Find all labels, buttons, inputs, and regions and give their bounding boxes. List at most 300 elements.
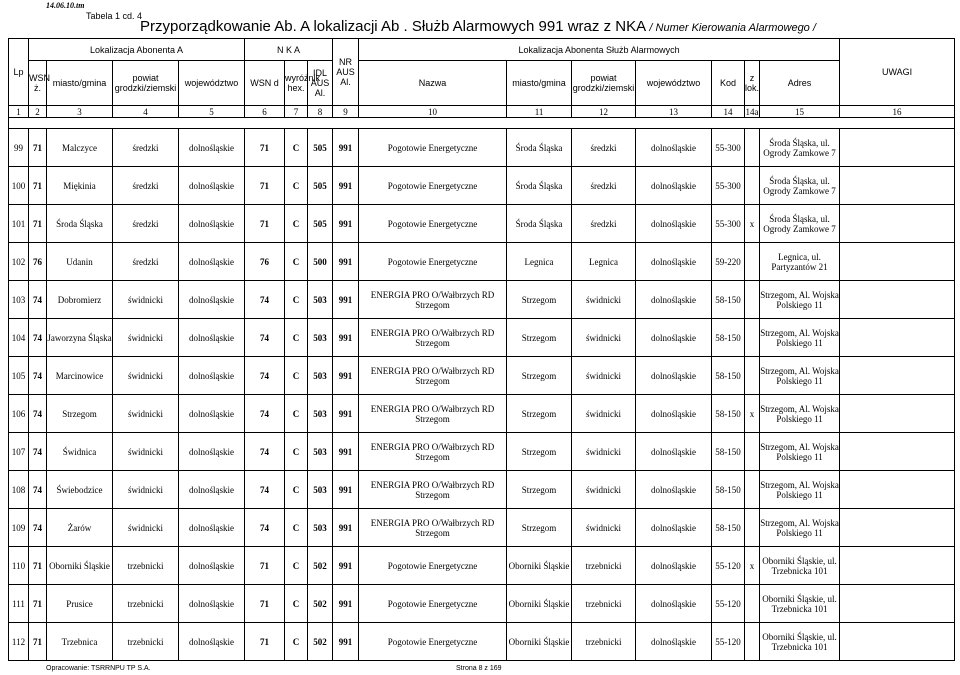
cell-nr: 991	[333, 471, 359, 509]
cell-idl: 505	[308, 167, 333, 205]
cell-zlok	[745, 623, 760, 661]
cell-adres: Środa Śląska, ul. Ogrody Zamkowe 7	[760, 167, 840, 205]
cell-nr: 991	[333, 243, 359, 281]
column-number: 10	[359, 106, 507, 118]
cell-hex: C	[285, 509, 308, 547]
cell-powiat-sa: średzki	[572, 129, 636, 167]
cell-idl: 502	[308, 585, 333, 623]
header-miasto-sa: miasto/gmina	[507, 61, 572, 106]
cell-wsn-d: 71	[245, 623, 285, 661]
header-zlok: z lok.	[745, 61, 760, 106]
cell-powiat-sa: Legnica	[572, 243, 636, 281]
cell-nazwa: ENERGIA PRO O/Wałbrzych RD Strzegom	[359, 319, 507, 357]
cell-wojewodztwo-sa: dolnośląskie	[636, 623, 712, 661]
cell-powiat: świdnicki	[113, 395, 179, 433]
cell-wsn-d: 76	[245, 243, 285, 281]
cell-miasto-sa: Strzegom	[507, 319, 572, 357]
column-number: 12	[572, 106, 636, 118]
cell-wsn: 71	[29, 623, 47, 661]
cell-miasto: Trzebnica	[47, 623, 113, 661]
cell-lp: 100	[9, 167, 29, 205]
cell-nazwa: Pogotowie Energetyczne	[359, 129, 507, 167]
cell-wsn-d: 71	[245, 167, 285, 205]
cell-wojewodztwo: dolnośląskie	[179, 547, 245, 585]
cell-nazwa: Pogotowie Energetyczne	[359, 623, 507, 661]
cell-hex: C	[285, 471, 308, 509]
cell-idl: 502	[308, 547, 333, 585]
cell-kod: 55-300	[712, 205, 745, 243]
cell-nazwa: Pogotowie Energetyczne	[359, 585, 507, 623]
header-idl: IDL AUS Al.	[308, 61, 333, 106]
column-number: 15	[760, 106, 840, 118]
document-date: 14.06.10.tm	[46, 1, 85, 10]
sub-header-row	[9, 61, 955, 106]
cell-zlok: x	[745, 547, 760, 585]
cell-powiat: średzki	[113, 243, 179, 281]
cell-miasto-sa: Środa Śląska	[507, 129, 572, 167]
column-number: 8	[308, 106, 333, 118]
cell-miasto-sa: Środa Śląska	[507, 205, 572, 243]
cell-lp: 107	[9, 433, 29, 471]
cell-wsn-d: 74	[245, 395, 285, 433]
cell-idl: 503	[308, 509, 333, 547]
cell-powiat-sa: świdnicki	[572, 319, 636, 357]
cell-kod: 55-120	[712, 585, 745, 623]
cell-miasto-sa: Środa Śląska	[507, 167, 572, 205]
header-wsn-d: WSN d	[245, 61, 285, 106]
cell-wojewodztwo-sa: dolnośląskie	[636, 509, 712, 547]
cell-powiat-sa: trzebnicki	[572, 623, 636, 661]
cell-lp: 110	[9, 547, 29, 585]
table-row	[9, 129, 955, 167]
column-number-row	[9, 106, 955, 118]
cell-nr: 991	[333, 585, 359, 623]
cell-kod: 59-220	[712, 243, 745, 281]
cell-powiat-sa: świdnicki	[572, 395, 636, 433]
cell-lp: 99	[9, 129, 29, 167]
cell-nr: 991	[333, 205, 359, 243]
cell-zlok	[745, 129, 760, 167]
cell-lp: 101	[9, 205, 29, 243]
cell-adres: Strzegom, Al. Wojska Polskiego 11	[760, 471, 840, 509]
cell-lp: 102	[9, 243, 29, 281]
table-row	[9, 509, 955, 547]
table-row	[9, 319, 955, 357]
cell-adres: Środa Śląska, ul. Ogrody Zamkowe 7	[760, 205, 840, 243]
table-row	[9, 395, 955, 433]
cell-kod: 55-120	[712, 623, 745, 661]
cell-hex: C	[285, 433, 308, 471]
cell-adres: Strzegom, Al. Wojska Polskiego 11	[760, 357, 840, 395]
cell-miasto-sa: Strzegom	[507, 433, 572, 471]
column-number: 1	[9, 106, 29, 118]
cell-wojewodztwo: dolnośląskie	[179, 585, 245, 623]
cell-adres: Strzegom, Al. Wojska Polskiego 11	[760, 281, 840, 319]
header-woj-a: województwo	[179, 61, 245, 106]
cell-uwagi	[840, 243, 955, 281]
cell-miasto-sa: Legnica	[507, 243, 572, 281]
cell-powiat: świdnicki	[113, 357, 179, 395]
cell-adres: Środa Śląska, ul. Ogrody Zamkowe 7	[760, 129, 840, 167]
column-number: 6	[245, 106, 285, 118]
cell-kod: 55-300	[712, 129, 745, 167]
title-text: Przyporządkowanie Ab. A lokalizacji Ab . Służb Alarmowych 991 wraz z NKA	[140, 18, 646, 35]
cell-wojewodztwo-sa: dolnośląskie	[636, 357, 712, 395]
page-title	[140, 18, 816, 35]
cell-wojewodztwo-sa: dolnośląskie	[636, 205, 712, 243]
cell-kod: 55-120	[712, 547, 745, 585]
cell-powiat-sa: trzebnicki	[572, 547, 636, 585]
cell-nazwa: ENERGIA PRO O/Wałbrzych RD Strzegom	[359, 281, 507, 319]
cell-adres: Strzegom, Al. Wojska Polskiego 11	[760, 433, 840, 471]
cell-zlok	[745, 167, 760, 205]
cell-lp: 106	[9, 395, 29, 433]
cell-nazwa: Pogotowie Energetyczne	[359, 243, 507, 281]
table-row	[9, 623, 955, 661]
cell-wojewodztwo: dolnośląskie	[179, 433, 245, 471]
cell-zlok	[745, 509, 760, 547]
header-lp: Lp	[9, 39, 29, 106]
cell-kod: 55-300	[712, 167, 745, 205]
cell-zlok	[745, 281, 760, 319]
cell-idl: 502	[308, 623, 333, 661]
cell-wsn: 74	[29, 433, 47, 471]
cell-kod: 58-150	[712, 319, 745, 357]
cell-idl: 503	[308, 319, 333, 357]
header-nka: N K A	[245, 39, 333, 61]
table-body	[9, 39, 955, 661]
header-nr-aus: NR AUS Al.	[333, 39, 359, 106]
cell-miasto: Świdnica	[47, 433, 113, 471]
cell-zlok	[745, 243, 760, 281]
cell-nazwa: Pogotowie Energetyczne	[359, 205, 507, 243]
table-row	[9, 281, 955, 319]
cell-powiat: trzebnicki	[113, 623, 179, 661]
cell-miasto: Jaworzyna Śląska	[47, 319, 113, 357]
header-wyroznik: wyróżnik hex.	[285, 61, 308, 106]
cell-wsn: 74	[29, 281, 47, 319]
cell-powiat: trzebnicki	[113, 547, 179, 585]
cell-wojewodztwo-sa: dolnośląskie	[636, 129, 712, 167]
cell-zlok	[745, 319, 760, 357]
cell-nazwa: Pogotowie Energetyczne	[359, 167, 507, 205]
cell-idl: 503	[308, 357, 333, 395]
cell-uwagi	[840, 547, 955, 585]
cell-nr: 991	[333, 433, 359, 471]
cell-wsn-d: 71	[245, 585, 285, 623]
cell-miasto: Udanin	[47, 243, 113, 281]
cell-lp: 108	[9, 471, 29, 509]
cell-nazwa: Pogotowie Energetyczne	[359, 547, 507, 585]
header-woj-sa: województwo	[636, 61, 712, 106]
cell-wojewodztwo: dolnośląskie	[179, 471, 245, 509]
cell-miasto: Miękinia	[47, 167, 113, 205]
cell-powiat: średzki	[113, 129, 179, 167]
cell-uwagi	[840, 509, 955, 547]
column-number: 14a	[745, 106, 759, 117]
cell-nazwa: ENERGIA PRO O/Wałbrzych RD Strzegom	[359, 357, 507, 395]
cell-hex: C	[285, 167, 308, 205]
header-abonent-sa: Lokalizacja Abonenta Służb Alarmowych	[359, 39, 840, 61]
cell-miasto: Świebodzice	[47, 471, 113, 509]
cell-wsn-d: 71	[245, 547, 285, 585]
cell-wojewodztwo: dolnośląskie	[179, 509, 245, 547]
header-miasto-a: miasto/gmina	[47, 61, 113, 106]
cell-nr: 991	[333, 509, 359, 547]
cell-adres: Oborniki Śląskie, ul. Trzebnicka 101	[760, 585, 840, 623]
cell-miasto-sa: Strzegom	[507, 395, 572, 433]
column-number: 16	[840, 106, 955, 118]
cell-powiat-sa: średzki	[572, 205, 636, 243]
cell-miasto-sa: Strzegom	[507, 509, 572, 547]
cell-hex: C	[285, 585, 308, 623]
cell-nr: 991	[333, 357, 359, 395]
cell-wsn: 71	[29, 585, 47, 623]
cell-hex: C	[285, 547, 308, 585]
cell-wsn: 71	[29, 205, 47, 243]
cell-miasto: Strzegom	[47, 395, 113, 433]
cell-adres: Strzegom, Al. Wojska Polskiego 11	[760, 319, 840, 357]
cell-uwagi	[840, 395, 955, 433]
cell-hex: C	[285, 319, 308, 357]
cell-lp: 104	[9, 319, 29, 357]
cell-kod: 58-150	[712, 281, 745, 319]
cell-wsn-d: 74	[245, 281, 285, 319]
column-number: 13	[636, 106, 712, 118]
cell-wsn-d: 74	[245, 509, 285, 547]
column-number: 4	[113, 106, 179, 118]
cell-wojewodztwo: dolnośląskie	[179, 357, 245, 395]
cell-adres: Legnica, ul. Partyzantów 21	[760, 243, 840, 281]
cell-kod: 58-150	[712, 395, 745, 433]
footer-page-number: Strona 8 z 169	[456, 665, 502, 672]
table-row	[9, 433, 955, 471]
header-nazwa: Nazwa	[359, 61, 507, 106]
cell-hex: C	[285, 623, 308, 661]
cell-wojewodztwo-sa: dolnośląskie	[636, 319, 712, 357]
cell-powiat: świdnicki	[113, 471, 179, 509]
cell-lp: 105	[9, 357, 29, 395]
cell-kod: 58-150	[712, 509, 745, 547]
cell-idl: 503	[308, 281, 333, 319]
cell-idl: 500	[308, 243, 333, 281]
cell-hex: C	[285, 205, 308, 243]
cell-wojewodztwo-sa: dolnośląskie	[636, 585, 712, 623]
cell-miasto-sa: Oborniki Śląskie	[507, 623, 572, 661]
cell-adres: Oborniki Śląskie, ul. Trzebnicka 101	[760, 623, 840, 661]
cell-wsn: 76	[29, 243, 47, 281]
cell-idl: 505	[308, 205, 333, 243]
cell-idl: 503	[308, 471, 333, 509]
cell-nazwa: ENERGIA PRO O/Wałbrzych RD Strzegom	[359, 509, 507, 547]
cell-hex: C	[285, 281, 308, 319]
cell-kod: 58-150	[712, 471, 745, 509]
cell-wojewodztwo-sa: dolnośląskie	[636, 281, 712, 319]
cell-powiat-sa: świdnicki	[572, 357, 636, 395]
cell-miasto-sa: Strzegom	[507, 357, 572, 395]
cell-wojewodztwo: dolnośląskie	[179, 129, 245, 167]
table-row	[9, 243, 955, 281]
cell-nr: 991	[333, 281, 359, 319]
column-number: 11	[507, 106, 572, 118]
cell-lp: 112	[9, 623, 29, 661]
cell-wojewodztwo: dolnośląskie	[179, 243, 245, 281]
cell-wsn-d: 74	[245, 319, 285, 357]
cell-miasto: Środa Śląska	[47, 205, 113, 243]
table-row	[9, 547, 955, 585]
cell-zlok	[745, 585, 760, 623]
spacer-cell	[9, 118, 955, 129]
cell-zlok: x	[745, 395, 760, 433]
table-row	[9, 205, 955, 243]
cell-adres: Strzegom, Al. Wojska Polskiego 11	[760, 395, 840, 433]
cell-uwagi	[840, 167, 955, 205]
cell-kod: 58-150	[712, 433, 745, 471]
cell-nazwa: ENERGIA PRO O/Wałbrzych RD Strzegom	[359, 433, 507, 471]
cell-miasto: Żarów	[47, 509, 113, 547]
cell-powiat: średzki	[113, 167, 179, 205]
cell-zlok	[745, 357, 760, 395]
cell-wsn: 74	[29, 357, 47, 395]
cell-wojewodztwo: dolnośląskie	[179, 623, 245, 661]
cell-wsn-d: 74	[245, 357, 285, 395]
cell-lp: 111	[9, 585, 29, 623]
cell-uwagi	[840, 129, 955, 167]
cell-miasto-sa: Strzegom	[507, 281, 572, 319]
cell-nr: 991	[333, 395, 359, 433]
header-wsn-z: WSN ż.	[29, 61, 47, 106]
cell-wojewodztwo-sa: dolnośląskie	[636, 433, 712, 471]
cell-uwagi	[840, 433, 955, 471]
header-abonent-a: Lokalizacja Abonenta A	[29, 39, 245, 61]
cell-uwagi	[840, 319, 955, 357]
cell-hex: C	[285, 357, 308, 395]
cell-powiat-sa: trzebnicki	[572, 585, 636, 623]
footer-prepared-by: Opracowanie: TSRRNPU TP S.A.	[46, 665, 151, 672]
cell-powiat: świdnicki	[113, 319, 179, 357]
title-subtitle: / Numer Kierowania Alarmowego /	[649, 22, 816, 34]
cell-miasto-sa: Oborniki Śląskie	[507, 585, 572, 623]
spacer-row	[9, 118, 955, 129]
cell-nr: 991	[333, 319, 359, 357]
cell-miasto: Oborniki Śląskie	[47, 547, 113, 585]
cell-wojewodztwo: dolnośląskie	[179, 395, 245, 433]
cell-powiat-sa: świdnicki	[572, 433, 636, 471]
cell-miasto: Dobromierz	[47, 281, 113, 319]
cell-wsn: 71	[29, 547, 47, 585]
column-number: 7	[285, 106, 308, 118]
cell-powiat-sa: świdnicki	[572, 509, 636, 547]
cell-powiat: świdnicki	[113, 281, 179, 319]
cell-uwagi	[840, 623, 955, 661]
cell-powiat: świdnicki	[113, 509, 179, 547]
cell-wojewodztwo: dolnośląskie	[179, 167, 245, 205]
column-number: 9	[333, 106, 359, 118]
allocation-table	[8, 38, 955, 661]
cell-powiat: trzebnicki	[113, 585, 179, 623]
cell-lp: 103	[9, 281, 29, 319]
cell-wsn: 74	[29, 471, 47, 509]
cell-wsn-d: 74	[245, 471, 285, 509]
cell-wojewodztwo-sa: dolnośląskie	[636, 547, 712, 585]
cell-hex: C	[285, 129, 308, 167]
cell-nr: 991	[333, 623, 359, 661]
cell-wsn-d: 74	[245, 433, 285, 471]
cell-uwagi	[840, 205, 955, 243]
cell-wojewodztwo-sa: dolnośląskie	[636, 243, 712, 281]
cell-uwagi	[840, 281, 955, 319]
column-number: 5	[179, 106, 245, 118]
cell-idl: 503	[308, 395, 333, 433]
cell-powiat: średzki	[113, 205, 179, 243]
column-number: 3	[47, 106, 113, 118]
cell-nr: 991	[333, 167, 359, 205]
cell-adres: Strzegom, Al. Wojska Polskiego 11	[760, 509, 840, 547]
cell-adres: Oborniki Śląskie, ul. Trzebnicka 101	[760, 547, 840, 585]
cell-hex: C	[285, 395, 308, 433]
cell-miasto: Prusice	[47, 585, 113, 623]
cell-wojewodztwo: dolnośląskie	[179, 281, 245, 319]
cell-nazwa: ENERGIA PRO O/Wałbrzych RD Strzegom	[359, 471, 507, 509]
cell-uwagi	[840, 585, 955, 623]
column-number: 2	[29, 106, 47, 118]
cell-miasto-sa: Strzegom	[507, 471, 572, 509]
table-row	[9, 167, 955, 205]
cell-uwagi	[840, 357, 955, 395]
cell-powiat-sa: średzki	[572, 167, 636, 205]
cell-kod: 58-150	[712, 357, 745, 395]
cell-miasto-sa: Oborniki Śląskie	[507, 547, 572, 585]
column-number: 14	[712, 106, 745, 118]
cell-wsn-d: 71	[245, 129, 285, 167]
cell-hex: C	[285, 243, 308, 281]
cell-idl: 503	[308, 433, 333, 471]
cell-lp: 109	[9, 509, 29, 547]
cell-zlok	[745, 433, 760, 471]
cell-uwagi	[840, 471, 955, 509]
header-kod: Kod	[712, 61, 745, 106]
cell-powiat: świdnicki	[113, 433, 179, 471]
cell-wojewodztwo: dolnośląskie	[179, 319, 245, 357]
cell-wsn: 74	[29, 319, 47, 357]
header-powiat-a: powiat grodzki/ziemski	[113, 61, 179, 106]
cell-wsn-d: 71	[245, 205, 285, 243]
cell-wsn: 74	[29, 509, 47, 547]
cell-wojewodztwo: dolnośląskie	[179, 205, 245, 243]
cell-wsn: 71	[29, 167, 47, 205]
header-uwagi: UWAGI	[840, 39, 955, 106]
cell-zlok: x	[745, 205, 760, 243]
cell-nazwa: ENERGIA PRO O/Wałbrzych RD Strzegom	[359, 395, 507, 433]
cell-idl: 505	[308, 129, 333, 167]
cell-nr: 991	[333, 547, 359, 585]
group-header-row	[9, 39, 955, 61]
table-row	[9, 357, 955, 395]
cell-wojewodztwo-sa: dolnośląskie	[636, 395, 712, 433]
table-row	[9, 585, 955, 623]
cell-powiat-sa: świdnicki	[572, 281, 636, 319]
cell-wojewodztwo-sa: dolnośląskie	[636, 471, 712, 509]
cell-powiat-sa: świdnicki	[572, 471, 636, 509]
cell-wsn: 71	[29, 129, 47, 167]
table-row	[9, 471, 955, 509]
cell-zlok	[745, 471, 760, 509]
cell-wsn: 74	[29, 395, 47, 433]
cell-miasto: Marcinowice	[47, 357, 113, 395]
header-adres: Adres	[760, 61, 840, 106]
table-label: Tabela 1 cd. 4	[86, 11, 143, 21]
header-powiat-sa: powiat grodzki/ziemski	[572, 61, 636, 106]
